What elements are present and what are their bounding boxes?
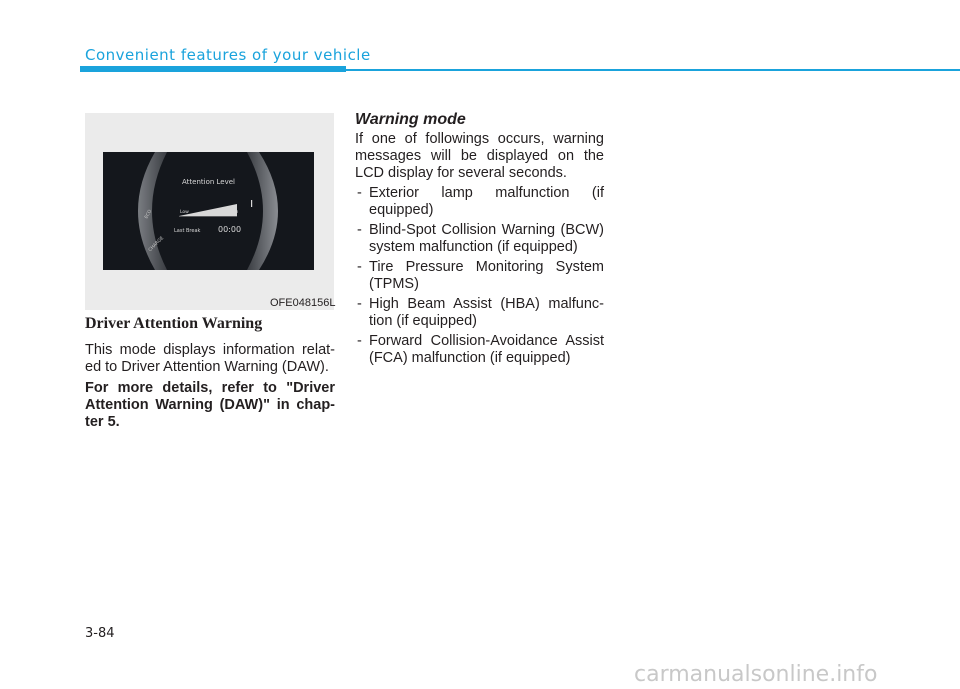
watermark: carmanualsonline.info: [634, 662, 878, 687]
level-marker: [251, 200, 252, 207]
warning-mode-heading: Warning mode: [355, 111, 466, 128]
list-item: - Forward Collision-Avoidance Assist (FCA) malfunction (if equipped): [357, 333, 604, 366]
list-dash: -: [357, 259, 362, 275]
right-gauge-ring: [247, 152, 278, 270]
header-bar-thin: [346, 69, 960, 71]
warning-list: [355, 185, 604, 370]
list-dash: -: [357, 185, 362, 201]
lcd-charge-label: CHARGE: [148, 235, 166, 254]
figure: [85, 113, 334, 310]
lcd-last-break-label: Last Break: [174, 228, 201, 234]
lcd-graphic: [103, 152, 314, 270]
lcd-low-label: Low: [180, 210, 189, 215]
list-dash: -: [357, 222, 362, 238]
lcd-display: [103, 152, 314, 270]
figure-code: OFE048156L: [270, 297, 336, 309]
list-dash: -: [357, 296, 362, 312]
list-item: - Exterior lamp malfunction (if equipped): [357, 185, 604, 218]
section-heading: Driver Attention Warning: [85, 315, 263, 332]
lcd-time-value: 00:00: [218, 225, 242, 234]
lcd-high-label: High: [228, 210, 239, 215]
list-item: - Tire Pressure Monitoring System (TPMS): [357, 259, 604, 292]
lcd-eco-label: ECO: [144, 209, 154, 220]
page-number: 3-84: [85, 626, 115, 641]
warning-mode-intro: If one of followings occurs, warning messages will be displayed on the LCD display for several seconds.: [355, 131, 604, 181]
list-item: - High Beam Assist (HBA) malfunc-tion (if equipped): [357, 296, 604, 329]
lcd-title: Attention Level: [181, 178, 235, 186]
header-title: Convenient features of your vehicle: [85, 46, 371, 64]
paragraph-description: This mode displays information relat-ed to Driver Attention Warning (DAW).: [85, 342, 335, 375]
header-bar-thick: [80, 66, 346, 72]
paragraph-reference: For more details, refer to "Driver Attention Warning (DAW)" in chap-ter 5.: [85, 380, 335, 430]
list-item: - Blind-Spot Collision Warning (BCW) system malfunction (if equipped): [357, 222, 604, 255]
list-dash: -: [357, 333, 362, 349]
